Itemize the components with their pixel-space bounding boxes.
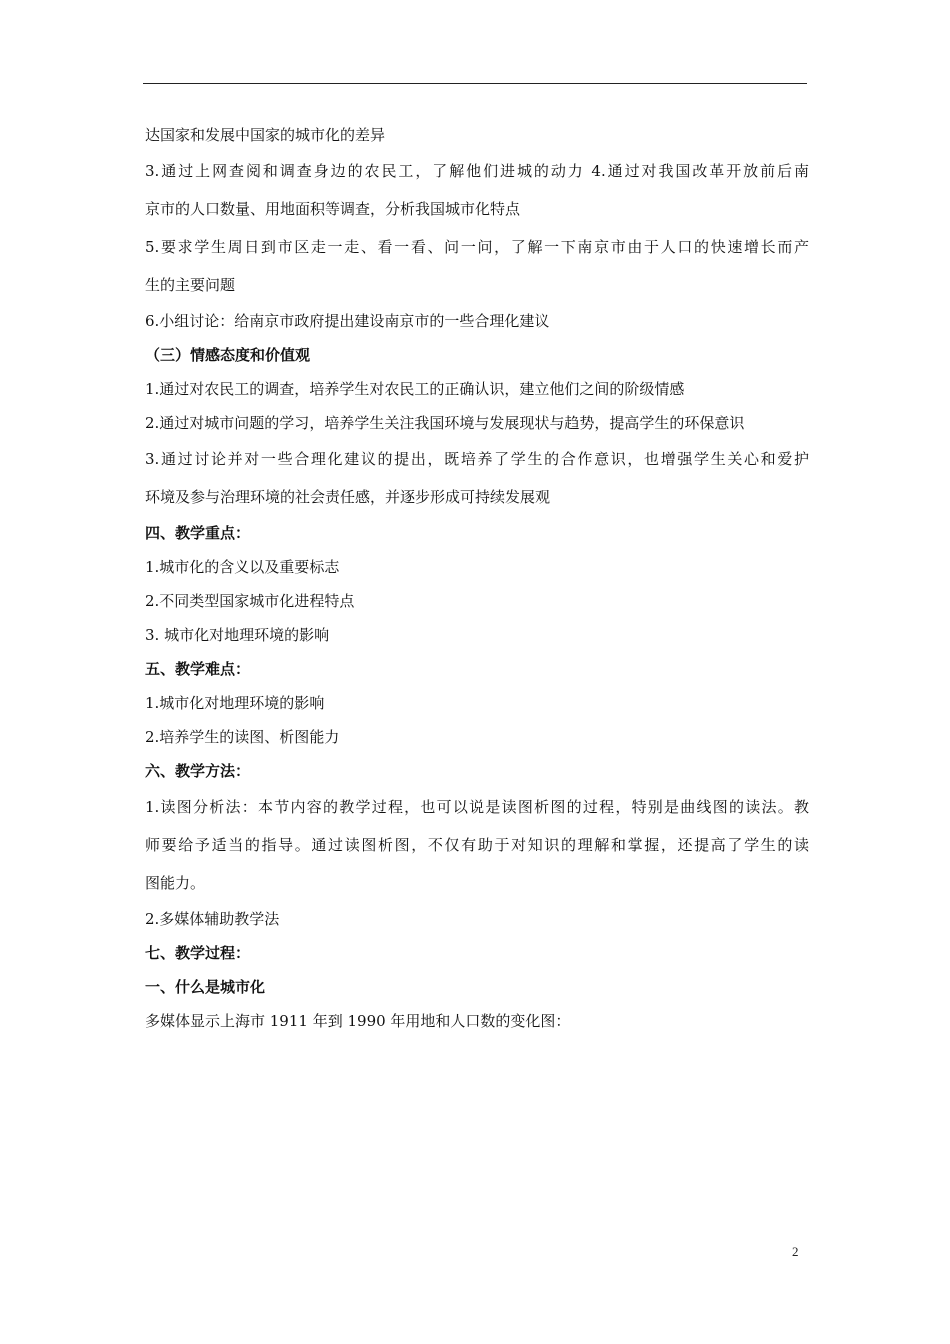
section-heading: 七、教学过程：	[145, 944, 251, 962]
section-heading: （三）情感态度和价值观	[145, 346, 311, 364]
text-line: 1.读图分析法：本节内容的教学过程，也可以说是读图析图的过程，特别是曲线图的读法。教	[145, 798, 809, 816]
text-line: 3. 城市化对地理环境的影响	[145, 626, 330, 644]
header-rule	[143, 83, 807, 84]
section-heading: 一、什么是城市化	[145, 978, 266, 996]
text-line: 2.多媒体辅助教学法	[145, 910, 280, 928]
text-line: 2.培养学生的读图、析图能力	[145, 728, 340, 746]
text-line: 图能力。	[145, 874, 206, 892]
text-line: 京市的人口数量、用地面积等调查，分析我国城市化特点	[145, 200, 521, 218]
text-line: 1.城市化对地理环境的影响	[145, 694, 325, 712]
text-line: 3.通过讨论并对一些合理化建议的提出，既培养了学生的合作意识，也增强学生关心和爱护	[145, 450, 809, 468]
section-heading: 五、教学难点：	[145, 660, 251, 678]
text-line: 2.不同类型国家城市化进程特点	[145, 592, 355, 610]
page-number: 2	[792, 1244, 799, 1259]
text-line: 生的主要问题	[145, 276, 236, 294]
document-body	[145, 118, 809, 1038]
text-line: 达国家和发展中国家的城市化的差异	[145, 126, 386, 144]
text-line: 2.通过对城市问题的学习，培养学生关注我国环境与发展现状与趋势，提高学生的环保意识	[145, 414, 745, 432]
text-line: 1.城市化的含义以及重要标志	[145, 558, 340, 576]
text-line: 多媒体显示上海市 1911 年到 1990 年用地和人口数的变化图：	[145, 1012, 571, 1030]
section-heading: 六、教学方法：	[145, 762, 251, 780]
text-line: 3.通过上网查阅和调查身边的农民工，了解他们进城的动力 4.通过对我国改革开放前后南	[145, 162, 809, 180]
text-line: 师要给予适当的指导。通过读图析图，不仅有助于对知识的理解和掌握，还提高了学生的读	[145, 836, 809, 854]
section-heading: 四、教学重点：	[145, 524, 251, 542]
text-line: 5.要求学生周日到市区走一走、看一看、问一问，了解一下南京市由于人口的快速增长而产	[145, 238, 809, 256]
text-line: 1.通过对农民工的调查，培养学生对农民工的正确认识，建立他们之间的阶级情感	[145, 380, 685, 398]
text-line: 6.小组讨论：给南京市政府提出建设南京市的一些合理化建议	[145, 312, 550, 330]
text-line: 环境及参与治理环境的社会责任感，并逐步形成可持续发展观	[145, 488, 551, 506]
